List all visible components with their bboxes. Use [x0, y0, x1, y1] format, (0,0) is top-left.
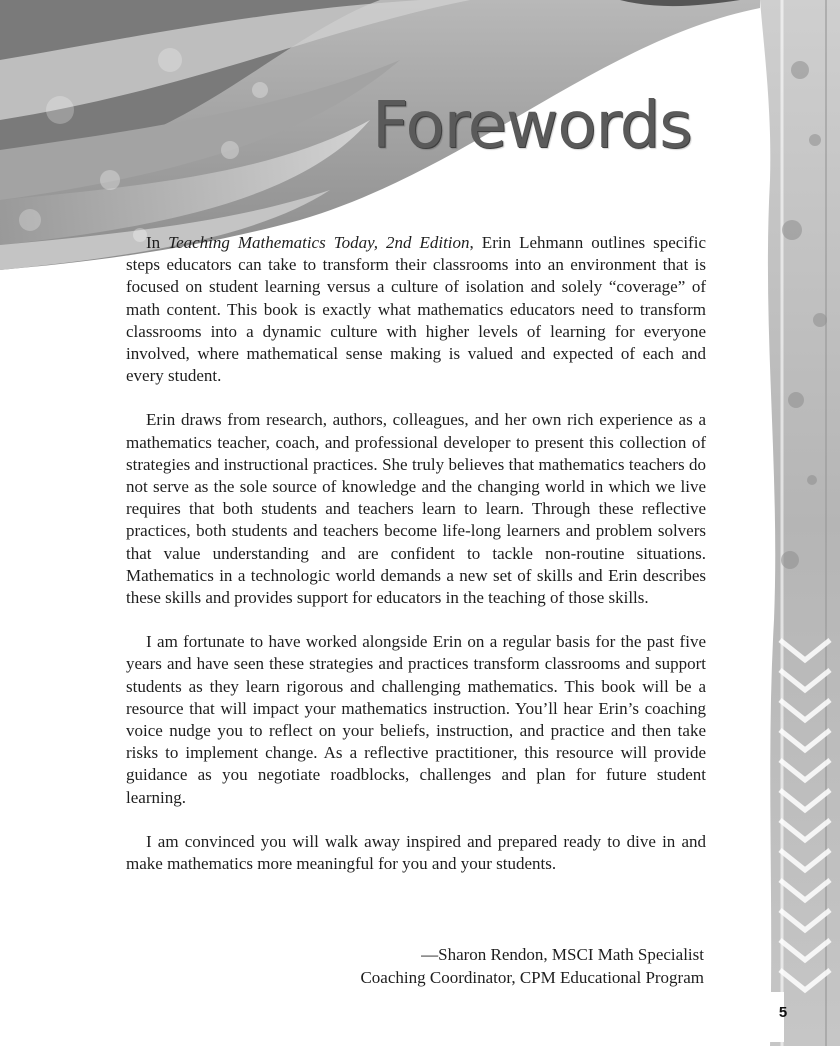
page-title: Forewords — [372, 89, 692, 163]
signature-affiliation: Coaching Coordinator, CPM Educational Program — [360, 967, 704, 987]
paragraph-4: I am convinced you will walk away inspired and prepared ready to dive in and make mathematics more meaningful for you and your students. — [126, 831, 706, 874]
signature-name: —Sharon Rendon, MSCI Math Specialist — [421, 945, 704, 964]
paragraph-1-lead: In — [146, 233, 169, 252]
foreword-body — [126, 232, 706, 897]
decorative-side-strip — [730, 0, 840, 1046]
paragraph-1 — [126, 232, 706, 387]
signature-block — [360, 944, 704, 989]
paragraph-2: Erin draws from research, authors, colleagues, and her own rich experience as a mathematics teacher, coach, and professional developer to present this collection of strategies and instructional practices. She truly believes that mathematics teachers do not serve as the sole source of knowledge and the changing world in which we live requires that both students and teachers learn to learn. Through these reflective practices, both students and teachers become life-long learners and problem solvers that value understanding and are confident to tackle non-routine situations. Mathematics in a technologic world demands a new set of skills and Erin describes these skills and provides support for educators in the teaching of those skills. — [126, 410, 706, 608]
page-number: 5 — [778, 1004, 788, 1021]
paragraph-1-rest: , Erin Lehmann outlines specific steps educators can take to transform their classrooms into an environment that is focused on student learning versus a culture of isolation and solely “coverage” of math content. This book is exactly what mathematics educators need to transform classrooms into a dynamic culture with higher levels of learning for everyone involved, where mathematical sense making is valued and expected of each and every student. — [126, 233, 706, 386]
book-title: Teaching Mathematics Today, 2nd Edition — [168, 233, 470, 252]
paragraph-3: I am fortunate to have worked alongside Erin on a regular basis for the past five years and have seen these strategies and practices transform classrooms and support students as they learn rigorous and challenging mathematics. This book will be a resource that will impact your mathematics instruction. You’ll hear Erin’s coaching voice nudge you to reflect on your beliefs, instruction, and practice and then take risks to implement change. As a reflective practitioner, this resource will provide guidance as you negotiate roadblocks, challenges and plan for future student learning. — [126, 632, 706, 807]
